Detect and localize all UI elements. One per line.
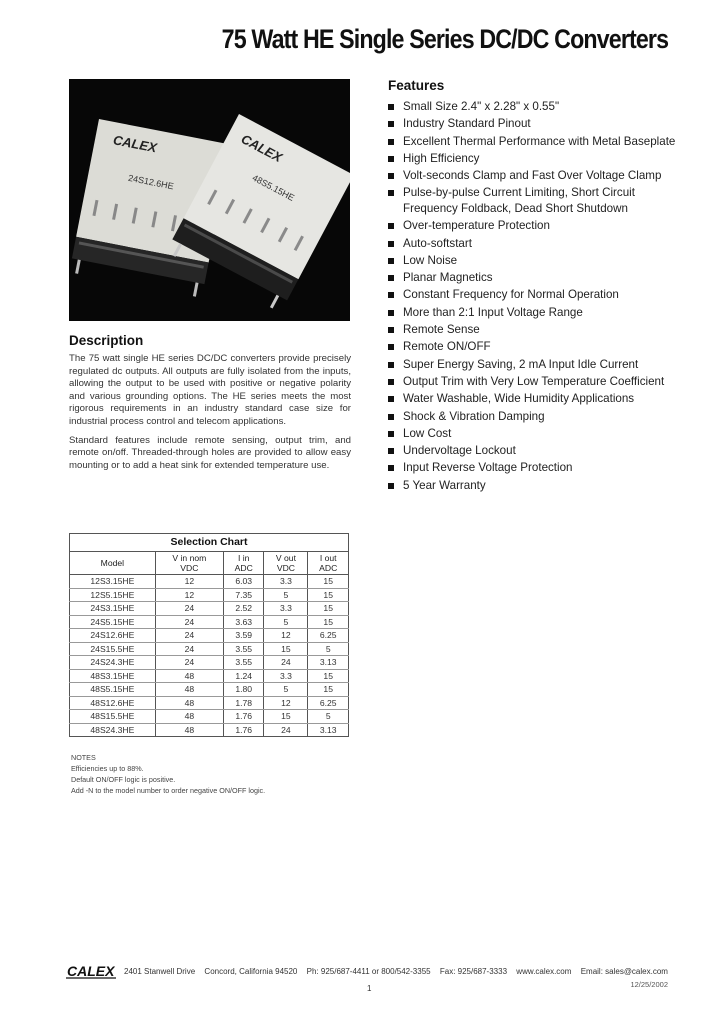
feature-text: Planar Magnetics bbox=[403, 271, 493, 285]
selection-chart-table bbox=[69, 533, 349, 737]
module2-brand: CALEX bbox=[238, 131, 285, 166]
feature-text: Water Washable, Wide Humidity Applications bbox=[403, 392, 635, 406]
table-cell: 24 bbox=[155, 629, 223, 643]
feature-item bbox=[388, 116, 688, 132]
table-cell: 24S12.6HE bbox=[70, 629, 156, 643]
table-cell: 15 bbox=[308, 602, 349, 616]
table-cell: 24 bbox=[155, 615, 223, 629]
footer-contact bbox=[124, 967, 668, 976]
table-cell: 3.13 bbox=[308, 656, 349, 670]
selection-chart-title: Selection Chart bbox=[70, 534, 349, 552]
footer-phone: Ph: 925/687-4411 or 800/542-3355 bbox=[306, 967, 431, 976]
description-heading: Description bbox=[69, 333, 144, 348]
bullet-square-icon bbox=[388, 362, 394, 368]
description-paragraph-1: The 75 watt single HE series DC/DC converters provide precisely regulated dc outputs. All outputs are fully isolated from the inputs, allowing the output to be used with positive or negative polarity and various grounding options. The HE series meets the most rigorous requirements in an industry standard case size for industrial process control and telecom applications. bbox=[69, 353, 351, 427]
product-photo bbox=[69, 79, 350, 321]
table-cell: 15 bbox=[264, 642, 308, 656]
table-cell: 6.25 bbox=[308, 696, 349, 710]
bullet-square-icon bbox=[388, 173, 394, 179]
feature-item bbox=[388, 391, 688, 407]
table-cell: 5 bbox=[264, 683, 308, 697]
header-vout: V out VDC bbox=[264, 552, 308, 575]
table-cell: 24S5.15HE bbox=[70, 615, 156, 629]
table-cell: 12S3.15HE bbox=[70, 575, 156, 589]
table-row bbox=[70, 588, 349, 602]
feature-item bbox=[388, 339, 688, 355]
table-row bbox=[70, 656, 349, 670]
table-cell: 3.63 bbox=[223, 615, 264, 629]
table-row bbox=[70, 696, 349, 710]
notes bbox=[71, 752, 265, 796]
module1-brand: CALEX bbox=[111, 132, 159, 156]
table-cell: 24 bbox=[155, 602, 223, 616]
table-cell: 12 bbox=[264, 629, 308, 643]
table-cell: 3.3 bbox=[264, 575, 308, 589]
bullet-square-icon bbox=[388, 156, 394, 162]
feature-text: Input Reverse Voltage Protection bbox=[403, 461, 573, 475]
table-cell: 48 bbox=[155, 723, 223, 737]
table-cell: 15 bbox=[308, 575, 349, 589]
table-cell: 48S24.3HE bbox=[70, 723, 156, 737]
table-cell: 48S3.15HE bbox=[70, 669, 156, 683]
feature-text: Industry Standard Pinout bbox=[403, 117, 531, 131]
description-paragraph-2: Standard features include remote sensing, output trim, and remote on/off. Threaded-through holes are provided to allow easy mounting or to add a heat sink for extended temperature use. bbox=[69, 434, 351, 471]
header-model: Model bbox=[70, 552, 156, 575]
table-cell: 48S12.6HE bbox=[70, 696, 156, 710]
feature-item bbox=[388, 185, 688, 216]
feature-text: Shock & Vibration Damping bbox=[403, 409, 545, 423]
table-cell: 24S3.15HE bbox=[70, 602, 156, 616]
table-cell: 1.78 bbox=[223, 696, 264, 710]
features-list bbox=[388, 99, 688, 495]
converter-modules-illustration bbox=[69, 79, 350, 321]
feature-text: Volt-seconds Clamp and Fast Over Voltage Clamp bbox=[403, 169, 662, 183]
bullet-square-icon bbox=[388, 139, 394, 145]
feature-text: Remote ON/OFF bbox=[403, 340, 491, 354]
bullet-square-icon bbox=[388, 104, 394, 110]
feature-text: Low Cost bbox=[403, 426, 452, 440]
table-cell: 24 bbox=[264, 656, 308, 670]
table-cell: 48 bbox=[155, 696, 223, 710]
table-cell: 6.25 bbox=[308, 629, 349, 643]
table-cell: 3.13 bbox=[308, 723, 349, 737]
feature-item bbox=[388, 270, 688, 286]
feature-item bbox=[388, 374, 688, 390]
table-cell: 5 bbox=[308, 710, 349, 724]
table-cell: 24S15.5HE bbox=[70, 642, 156, 656]
feature-text: More than 2:1 Input Voltage Range bbox=[403, 305, 583, 319]
calex-logo-text: CALEX bbox=[67, 963, 115, 979]
feature-item bbox=[388, 460, 688, 476]
footer-address: 2401 Stanwell Drive bbox=[124, 967, 196, 976]
calex-logo bbox=[66, 962, 118, 980]
feature-text: Pulse-by-pulse Current Limiting, Short Circuit Frequency Foldback, Dead Short Shutdown bbox=[403, 186, 635, 215]
table-row bbox=[70, 683, 349, 697]
table-cell: 3.59 bbox=[223, 629, 264, 643]
feature-item bbox=[388, 236, 688, 252]
feature-item bbox=[388, 357, 688, 373]
feature-item bbox=[388, 287, 688, 303]
feature-text: Auto-softstart bbox=[403, 236, 472, 250]
table-cell: 48 bbox=[155, 669, 223, 683]
table-cell: 15 bbox=[308, 683, 349, 697]
table-row bbox=[70, 575, 349, 589]
table-row bbox=[70, 723, 349, 737]
feature-item bbox=[388, 322, 688, 338]
footer-fax: Fax: 925/687-3333 bbox=[439, 967, 508, 976]
feature-text: Super Energy Saving, 2 mA Input Idle Current bbox=[403, 357, 639, 371]
bullet-square-icon bbox=[388, 327, 394, 333]
feature-text: Constant Frequency for Normal Operation bbox=[403, 288, 619, 302]
bullet-square-icon bbox=[388, 223, 394, 229]
bullet-square-icon bbox=[388, 431, 394, 437]
table-cell: 12 bbox=[155, 588, 223, 602]
feature-text: Excellent Thermal Performance with Metal Baseplate bbox=[403, 134, 676, 148]
feature-item bbox=[388, 99, 688, 115]
table-cell: 24 bbox=[155, 656, 223, 670]
module2-label: 48S5.15HE bbox=[250, 172, 297, 204]
bullet-square-icon bbox=[388, 448, 394, 454]
footer-email[interactable]: Email: sales@calex.com bbox=[580, 967, 668, 976]
description-body bbox=[69, 353, 351, 478]
bullet-square-icon bbox=[388, 275, 394, 281]
page-title: 75 Watt HE Single Series DC/DC Converters bbox=[221, 24, 668, 54]
feature-text: Over-temperature Protection bbox=[403, 219, 550, 233]
feature-text: Remote Sense bbox=[403, 323, 480, 337]
table-cell: 48 bbox=[155, 710, 223, 724]
table-cell: 5 bbox=[264, 588, 308, 602]
table-cell: 12S5.15HE bbox=[70, 588, 156, 602]
feature-text: 5 Year Warranty bbox=[403, 478, 486, 492]
table-cell: 15 bbox=[264, 710, 308, 724]
feature-item bbox=[388, 253, 688, 269]
table-cell: 3.55 bbox=[223, 642, 264, 656]
table-cell: 15 bbox=[308, 615, 349, 629]
table-cell: 24 bbox=[155, 642, 223, 656]
table-cell: 48 bbox=[155, 683, 223, 697]
feature-item bbox=[388, 168, 688, 184]
module1-label: 24S12.6HE bbox=[127, 172, 175, 192]
table-cell: 24 bbox=[264, 723, 308, 737]
table-cell: 7.35 bbox=[223, 588, 264, 602]
header-iin: I in ADC bbox=[223, 552, 264, 575]
bullet-square-icon bbox=[388, 379, 394, 385]
table-row bbox=[70, 629, 349, 643]
bullet-square-icon bbox=[388, 258, 394, 264]
table-cell: 12 bbox=[155, 575, 223, 589]
table-cell: 15 bbox=[308, 588, 349, 602]
table-cell: 1.24 bbox=[223, 669, 264, 683]
table-cell: 3.3 bbox=[264, 669, 308, 683]
bullet-square-icon bbox=[388, 190, 394, 196]
table-cell: 1.76 bbox=[223, 710, 264, 724]
table-cell: 15 bbox=[308, 669, 349, 683]
table-row bbox=[70, 669, 349, 683]
feature-item bbox=[388, 426, 688, 442]
note-line: Efficiencies up to 88%. bbox=[71, 764, 144, 773]
table-cell: 24S24.3HE bbox=[70, 656, 156, 670]
table-row bbox=[70, 642, 349, 656]
table-row bbox=[70, 615, 349, 629]
header-iout: I out ADC bbox=[308, 552, 349, 575]
footer-city: Concord, California 94520 bbox=[204, 967, 298, 976]
table-cell: 5 bbox=[264, 615, 308, 629]
table-cell: 2.52 bbox=[223, 602, 264, 616]
feature-text: High Efficiency bbox=[403, 151, 480, 165]
table-cell: 48S5.15HE bbox=[70, 683, 156, 697]
bullet-square-icon bbox=[388, 344, 394, 350]
table-cell: 6.03 bbox=[223, 575, 264, 589]
table-cell: 1.80 bbox=[223, 683, 264, 697]
bullet-square-icon bbox=[388, 292, 394, 298]
table-cell: 3.55 bbox=[223, 656, 264, 670]
feature-text: Output Trim with Very Low Temperature Coefficient bbox=[403, 374, 665, 388]
table-row bbox=[70, 710, 349, 724]
feature-item bbox=[388, 443, 688, 459]
feature-item bbox=[388, 478, 688, 494]
footer-website[interactable]: www.calex.com bbox=[516, 967, 572, 976]
document-date: 12/25/2002 bbox=[630, 980, 668, 989]
feature-text: Small Size 2.4" x 2.28" x 0.55" bbox=[403, 100, 560, 113]
feature-item bbox=[388, 305, 688, 321]
selection-chart-body bbox=[70, 575, 349, 737]
bullet-square-icon bbox=[388, 465, 394, 471]
note-line: Add -N to the model number to order negative ON/OFF logic. bbox=[71, 786, 266, 795]
feature-item bbox=[388, 218, 688, 234]
table-cell: 12 bbox=[264, 696, 308, 710]
feature-item bbox=[388, 151, 688, 167]
table-cell: 1.76 bbox=[223, 723, 264, 737]
table-row bbox=[70, 602, 349, 616]
table-cell: 48S15.5HE bbox=[70, 710, 156, 724]
bullet-square-icon bbox=[388, 396, 394, 402]
bullet-square-icon bbox=[388, 414, 394, 420]
feature-item bbox=[388, 134, 688, 150]
note-line: Default ON/OFF logic is positive. bbox=[71, 775, 176, 784]
feature-text: Undervoltage Lockout bbox=[403, 444, 516, 458]
notes-heading: NOTES bbox=[71, 753, 96, 762]
features-heading: Features bbox=[388, 78, 445, 93]
page-number: 1 bbox=[367, 984, 372, 993]
bullet-square-icon bbox=[388, 310, 394, 316]
table-cell: 3.3 bbox=[264, 602, 308, 616]
bullet-square-icon bbox=[388, 483, 394, 489]
feature-text: Low Noise bbox=[403, 253, 458, 267]
header-vin: V in nom VDC bbox=[155, 552, 223, 575]
bullet-square-icon bbox=[388, 121, 394, 127]
table-cell: 5 bbox=[308, 642, 349, 656]
bullet-square-icon bbox=[388, 241, 394, 247]
feature-item bbox=[388, 409, 688, 425]
